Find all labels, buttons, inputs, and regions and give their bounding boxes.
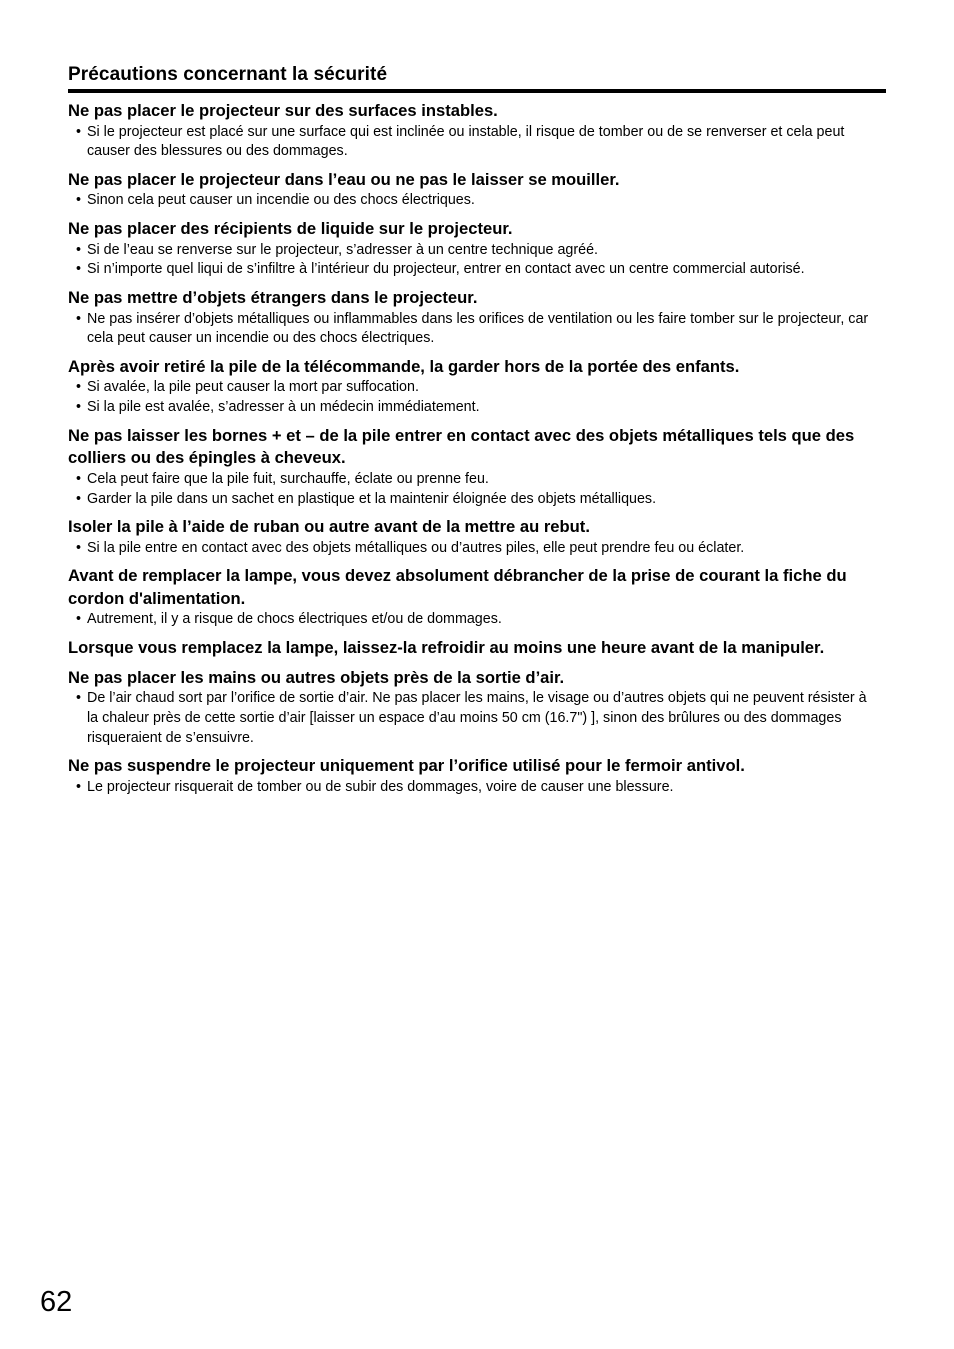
precaution-bullet-text: Si avalée, la pile peut causer la mort par suffocation. [87,379,419,396]
precaution-bullet-list [68,241,878,280]
precaution-heading: Ne pas placer les mains ou autres objets près de la sortie d’air. [68,667,565,687]
safety-precautions-content [68,100,878,804]
precaution-bullet-list [68,778,878,798]
precaution-bullet-list [68,123,878,162]
page-number: 62 [40,1286,73,1318]
precaution-bullet-item [68,378,876,398]
precaution-bullet-text: Le projecteur risquerait de tomber ou de subir des dommages, voire de causer une blessure. [87,778,674,795]
precaution-bullet-text: Si la pile entre en contact avec des objets métalliques ou d’autres piles, elle peut prendre feu ou éclater. [87,539,745,556]
precaution-bullet-text: Si de l’eau se renverse sur le projecteur, s’adresser à un centre technique agréé. [87,241,599,258]
precaution-section-7 [68,516,878,558]
bullet-dot: • [76,778,82,795]
bullet-dot: • [76,379,82,396]
precaution-section-8 [68,565,878,630]
precaution-section-3 [68,218,878,280]
bullet-dot: • [76,690,82,707]
precaution-heading: Isoler la pile à l’aide de ruban ou autre avant de la mettre au rebut. [68,517,590,537]
precaution-bullet-list [68,610,878,630]
precaution-section-10 [68,667,878,749]
precaution-heading: Lorsque vous remplacez la lampe, laissez-la refroidir au moins une heure avant de la manipuler. [68,638,825,658]
precaution-bullet-text: Cela peut faire que la pile fuit, surchauffe, éclate ou prenne feu. [87,470,489,487]
precaution-bullet-text: Ne pas insérer d’objets métalliques ou inflammables dans les orifices de ventilation ou les faire tomber sur le projecteur, car cela peut causer un incendie ou des chocs électriques. [87,310,869,347]
precaution-bullet-list [68,539,878,559]
precaution-bullet-item [68,539,876,559]
precaution-bullet-item [68,398,876,418]
bullet-dot: • [76,490,82,507]
bullet-dot: • [76,539,82,556]
precaution-bullet-item [68,260,876,280]
precaution-section-5 [68,356,878,418]
precaution-section-9 [68,637,878,660]
bullet-dot: • [76,470,82,487]
precaution-section-2 [68,169,878,211]
precaution-heading: Ne pas placer des récipients de liquide sur le projecteur. [68,219,513,239]
precaution-bullet-text: Si n’importe quel liqui de s’infiltre à l’intérieur du projecteur, entrer en contact avec un centre commercial autorisé. [87,261,805,278]
precaution-bullet-text: De l’air chaud sort par l’orifice de sortie d’air. Ne pas placer les mains, le visage ou d’autres objets qui ne peuvent résister à la chaleur près de cette sortie d’air [laisser un espace d’au moins 50 cm (16.7") ], sinon des brûlures ou des dommages risqueraient de s’ensuivre. [87,690,867,746]
precaution-bullet-list [68,378,878,417]
precaution-section-1 [68,100,878,162]
precaution-heading: Ne pas laisser les bornes + et – de la pile entrer en contact avec des objets métalliques tels que des colliers ou des épingles à cheveux. [68,425,855,468]
precaution-bullet-item [68,241,876,261]
precaution-bullet-item [68,310,876,349]
bullet-dot: • [76,611,82,628]
precaution-bullet-list [68,689,878,748]
precaution-bullet-list [68,191,878,211]
precaution-bullet-list [68,470,878,509]
precaution-heading: Ne pas mettre d’objets étrangers dans le projecteur. [68,288,478,308]
precaution-heading: Ne pas suspendre le projecteur uniquement par l’orifice utilisé pour le fermoir antivol. [68,756,745,776]
page-title: Précautions concernant la sécurité [68,64,388,85]
precaution-bullet-item [68,610,876,630]
bullet-dot: • [76,399,82,416]
precaution-bullet-item [68,689,876,748]
precaution-heading: Ne pas placer le projecteur sur des surfaces instables. [68,101,498,120]
bullet-dot: • [76,123,82,140]
page-header [68,62,886,93]
precaution-bullet-item [68,191,876,211]
precaution-bullet-item [68,778,876,798]
precaution-heading: Ne pas placer le projecteur dans l’eau ou ne pas le laisser se mouiller. [68,169,620,189]
precaution-bullet-text: Sinon cela peut causer un incendie ou des chocs électriques. [87,192,475,209]
precaution-section-4 [68,287,878,349]
precaution-heading: Avant de remplacer la lampe, vous devez absolument débrancher de la prise de courant la fiche du cordon d'alimentation. [68,566,847,608]
precaution-heading: Après avoir retiré la pile de la télécommande, la garder hors de la portée des enfants. [68,356,740,376]
precaution-bullet-text: Autrement, il y a risque de chocs électriques et/ou de dommages. [87,611,502,628]
bullet-dot: • [76,310,82,327]
precaution-bullet-text: Si le projecteur est placé sur une surface qui est inclinée ou instable, il risque de tomber ou de se renverser et cela peut causer des blessures ou des dommages. [87,123,845,160]
bullet-dot: • [76,241,82,258]
precaution-section-11 [68,755,878,797]
precaution-bullet-item [68,470,876,490]
precaution-section-6 [68,425,878,509]
precaution-bullet-item [68,490,876,510]
precaution-bullet-text: Garder la pile dans un sachet en plastique et la maintenir éloignée des objets métalliques. [87,490,657,507]
bullet-dot: • [76,261,82,278]
bullet-dot: • [76,192,82,209]
precaution-bullet-text: Si la pile est avalée, s’adresser à un médecin immédiatement. [87,399,480,416]
precaution-bullet-list [68,310,878,349]
precaution-bullet-item [68,123,876,162]
